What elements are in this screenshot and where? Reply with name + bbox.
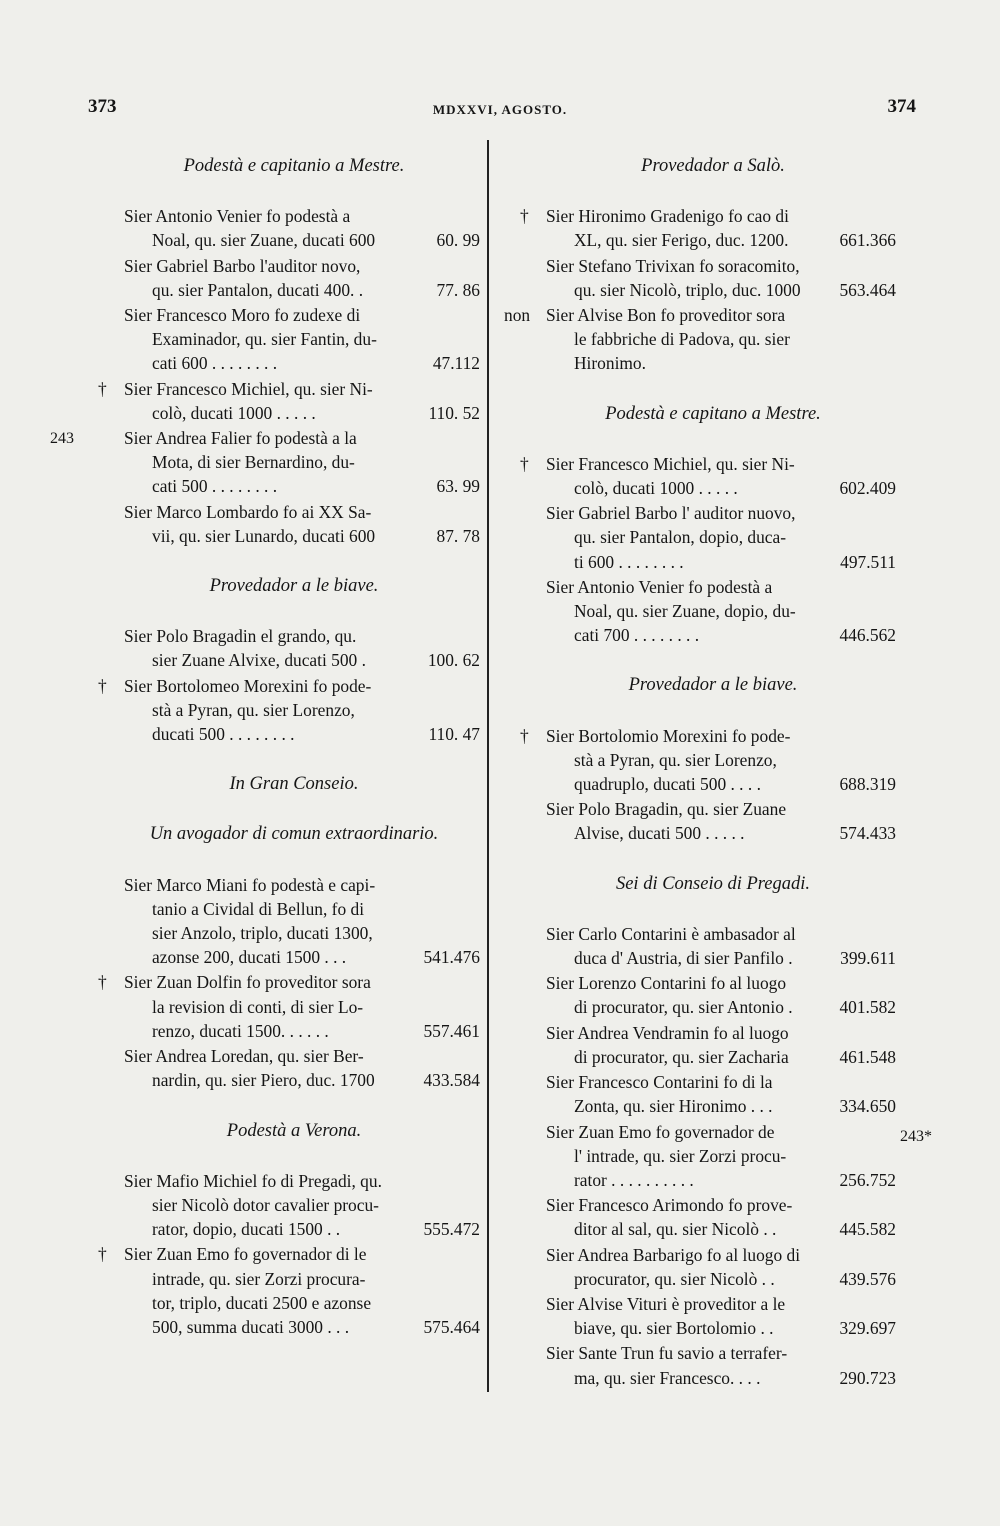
election-entry <box>530 971 896 1019</box>
election-entry <box>530 501 896 574</box>
election-entry <box>530 1341 896 1389</box>
cross-mark: † <box>98 1244 107 1265</box>
section-heading: In Gran Conseio. <box>229 774 359 795</box>
vote-count: 256.752 <box>839 1169 896 1190</box>
entry-text-line: stà a Pyran, qu. sier Lorenzo, <box>152 699 355 720</box>
entry-text-line: vii, qu. sier Lunardo, ducati 600 <box>152 525 376 546</box>
election-entry <box>98 970 480 1043</box>
vote-count: 399.611 <box>840 948 896 969</box>
entry-text-line: Sier Marco Miani fo podestà e capi- <box>124 874 376 895</box>
right-column <box>504 150 896 1391</box>
election-entry <box>108 1044 480 1092</box>
vote-count: 563.464 <box>839 279 896 300</box>
vote-count: 433.584 <box>423 1070 480 1091</box>
running-title: MDXXVI, AGOSTO. <box>432 102 568 117</box>
election-entry <box>98 674 480 747</box>
vote-count: 77. 86 <box>436 279 480 300</box>
election-entry <box>98 377 480 425</box>
cross-mark: † <box>520 453 529 474</box>
section-heading: Provedador a le biave. <box>209 576 379 597</box>
entry-text-line: cati 500 . . . . . . . . <box>152 476 278 497</box>
entry-text-line: 500, summa ducati 3000 . . . <box>152 1316 350 1337</box>
vote-count: 555.472 <box>423 1219 480 1240</box>
entry-text-line: sier Zuane Alvixe, ducati 500 . <box>152 650 366 671</box>
entry-text-line: nardin, qu. sier Piero, duc. 1700 <box>152 1070 375 1091</box>
cross-mark: † <box>520 206 529 227</box>
election-entry <box>520 204 896 252</box>
vote-count: 87. 78 <box>436 525 480 546</box>
cross-mark: † <box>98 972 107 993</box>
entry-text-line: ti 600 . . . . . . . . <box>574 551 684 572</box>
entry-text-line: Sier Francesco Contarini fo di la <box>546 1072 773 1093</box>
entry-text-line: Sier Bortolomio Morexini fo pode- <box>546 725 791 746</box>
entry-text-line: Sier Francesco Arimondo fo prove- <box>546 1195 793 1216</box>
section-heading: Provedador a le biave. <box>628 675 798 696</box>
election-entry <box>530 1193 896 1241</box>
entry-text-line: Hironimo. <box>574 353 646 374</box>
vote-count: 401.582 <box>839 997 896 1018</box>
election-entry <box>530 1243 896 1291</box>
election-entry <box>530 1120 896 1193</box>
vote-count: 334.650 <box>839 1096 896 1117</box>
entry-text-line: qu. sier Pantalon, ducati 400. . <box>152 279 364 300</box>
entry-text-line: Sier Zuan Dolfin fo proveditor sora <box>124 972 371 993</box>
entry-text-line: Sier Alvise Vituri è proveditor a le <box>546 1293 786 1314</box>
election-entry <box>520 724 896 797</box>
entry-text-line: Sier Andrea Vendramin fo al luogo <box>546 1022 789 1043</box>
entry-text-line: Sier Marco Lombardo fo ai XX Sa- <box>124 501 372 522</box>
election-entry <box>530 797 896 845</box>
election-entry <box>530 1070 896 1118</box>
vote-count: 329.697 <box>839 1318 896 1339</box>
entry-text-line: Noal, qu. sier Zuane, ducati 600 <box>152 230 376 251</box>
vote-count: 100. 62 <box>427 650 480 671</box>
vote-count: 110. 47 <box>428 724 480 745</box>
election-entry <box>108 624 480 672</box>
entry-text-line: le fabbriche di Padova, qu. sier <box>574 329 790 350</box>
election-entry <box>108 500 480 548</box>
election-entry <box>530 575 896 648</box>
vote-count: 574.433 <box>839 823 896 844</box>
vote-count: 63. 99 <box>436 476 480 497</box>
left-column <box>98 150 480 1340</box>
entry-text-line: Examinador, qu. sier Fantin, du- <box>152 329 377 350</box>
entry-text-line: cati 600 . . . . . . . . <box>152 353 278 374</box>
vote-count: 446.562 <box>839 625 896 646</box>
entry-text-line: Sier Alvise Bon fo proveditor sora <box>546 305 786 326</box>
vote-count: 497.511 <box>840 551 896 572</box>
entry-text-line: renzo, ducati 1500. . . . . . <box>152 1020 329 1041</box>
entry-text-line: Sier Francesco Michiel, qu. sier Ni- <box>124 378 373 399</box>
entry-text-line: XL, qu. sier Ferigo, duc. 1200. <box>574 230 789 251</box>
entry-text-line: colò, ducati 1000 . . . . . <box>152 402 316 423</box>
entry-text-line: Sier Gabriel Barbo l' auditor nuovo, <box>546 503 796 524</box>
election-entry <box>530 1021 896 1069</box>
entry-text-line: Alvise, ducati 500 . . . . . <box>574 823 745 844</box>
vote-count: 461.548 <box>839 1046 896 1067</box>
entry-text-line: Sier Lorenzo Contarini fo al luogo <box>546 973 787 994</box>
entry-text-line: intrade, qu. sier Zorzi procura- <box>152 1268 366 1289</box>
entry-text-line: qu. sier Pantalon, dopio, duca- <box>574 527 787 548</box>
election-entry <box>108 254 480 302</box>
entry-text-line: ducati 500 . . . . . . . . <box>152 724 295 745</box>
vote-count: 290.723 <box>839 1367 896 1388</box>
entry-text-line: colò, ducati 1000 . . . . . <box>574 478 738 499</box>
election-entry <box>108 1169 480 1242</box>
entry-text-line: di procurator, qu. sier Antonio . <box>574 997 793 1018</box>
section-heading: Podestà e capitano a Mestre. <box>605 403 821 424</box>
entry-text-line: Sier Hironimo Gradenigo fo cao di <box>546 206 789 227</box>
entry-text-line: Sier Antonio Venier fo podestà a <box>124 206 351 227</box>
election-entry <box>108 873 480 970</box>
entry-text-line: tor, triplo, ducati 2500 e azonse <box>152 1292 372 1313</box>
vote-count: 110. 52 <box>428 402 480 423</box>
election-entry <box>108 303 480 376</box>
margin-note-right: 243* <box>900 1128 932 1145</box>
entry-text-line: Sier Carlo Contarini è ambasador al <box>546 923 796 944</box>
cross-mark: † <box>98 675 107 696</box>
vote-count: 575.464 <box>423 1316 480 1337</box>
vote-count: 557.461 <box>423 1020 480 1041</box>
entry-text-line: Sier Mafio Michiel fo di Pregadi, qu. <box>124 1170 382 1191</box>
entry-text-line: sier Anzolo, triplo, ducati 1300, <box>152 923 373 944</box>
election-entry <box>530 1292 896 1340</box>
entry-text-line: di procurator, qu. sier Zacharia <box>574 1046 789 1067</box>
page-number-left: 373 <box>88 96 117 117</box>
vote-count: 541.476 <box>423 947 480 968</box>
entry-text-line: Sier Andrea Barbarigo fo al luogo di <box>546 1244 801 1265</box>
entry-text-line: quadruplo, ducati 500 . . . . <box>574 774 761 795</box>
entry-text-line: qu. sier Nicolò, triplo, duc. 1000 <box>574 279 801 300</box>
entry-text-line: biave, qu. sier Bortolomio . . <box>574 1318 774 1339</box>
election-entry <box>108 426 480 499</box>
section-heading: Podestà e capitanio a Mestre. <box>183 156 405 176</box>
entry-text-line: Mota, di sier Bernardino, du- <box>152 452 355 473</box>
entry-text-line: Sier Andrea Loredan, qu. sier Ber- <box>124 1046 364 1067</box>
entry-text-line: Sier Francesco Moro fo zudexe di <box>124 305 361 326</box>
entry-text-line: duca d' Austria, di sier Panfilo . <box>574 948 793 969</box>
page-number-right: 374 <box>887 96 916 117</box>
entry-text-line: ditor al sal, qu. sier Nicolò . . <box>574 1219 777 1240</box>
entry-text-line: Sier Zuan Emo fo governador di le <box>124 1244 367 1265</box>
non-mark: non <box>504 305 531 326</box>
section-heading: Podestà a Verona. <box>226 1120 362 1141</box>
vote-count: 661.366 <box>839 230 896 251</box>
vote-count: 445.582 <box>839 1219 896 1240</box>
entry-text-line: cati 700 . . . . . . . . <box>574 625 700 646</box>
entry-text-line: Sier Francesco Michiel, qu. sier Ni- <box>546 453 795 474</box>
entry-text-line: rator . . . . . . . . . . <box>574 1169 694 1190</box>
entry-text-line: ma, qu. sier Francesco. . . . <box>574 1367 761 1388</box>
election-entry <box>108 204 480 252</box>
section-heading: Un avogador di comun extraordinario. <box>149 824 439 845</box>
entry-text-line: stà a Pyran, qu. sier Lorenzo, <box>574 749 777 770</box>
column-divider <box>487 140 489 1392</box>
entry-text-line: azonse 200, ducati 1500 . . . <box>152 947 347 968</box>
section-heading: Sei di Conseio di Pregadi. <box>615 873 811 894</box>
entry-text-line: l' intrade, qu. sier Zorzi procu- <box>574 1145 787 1166</box>
section-heading: Provedador a Salò. <box>641 156 785 176</box>
election-entry <box>98 1242 480 1339</box>
entry-text-line: Sier Bortolomeo Morexini fo pode- <box>124 675 372 696</box>
entry-text-line: la revision di conti, di sier Lo- <box>152 996 364 1017</box>
election-entry <box>520 452 896 500</box>
entry-text-line: Sier Andrea Falier fo podestà a la <box>124 428 357 449</box>
election-entry <box>530 254 896 302</box>
vote-count: 60. 99 <box>436 230 480 251</box>
vote-count: 602.409 <box>839 478 896 499</box>
entry-text-line: Sier Stefano Trivixan fo soracomito, <box>546 255 800 276</box>
entry-text-line: Sier Zuan Emo fo governador de <box>546 1121 775 1142</box>
election-entry <box>530 922 896 970</box>
entry-text-line: Sier Sante Trun fu savio a terrafer- <box>546 1343 788 1364</box>
entry-text-line: tanio a Cividal di Bellun, fo di <box>152 898 365 919</box>
entry-text-line: rator, dopio, ducati 1500 . . <box>152 1219 341 1240</box>
vote-count: 688.319 <box>839 774 896 795</box>
entry-text-line: Noal, qu. sier Zuane, dopio, du- <box>574 601 796 622</box>
entry-text-line: Sier Gabriel Barbo l'auditor novo, <box>124 255 361 276</box>
entry-text-line: Sier Antonio Venier fo podestà a <box>546 576 773 597</box>
election-entry <box>504 303 896 376</box>
entry-text-line: Sier Polo Bragadin, qu. sier Zuane <box>546 799 787 820</box>
entry-text-line: Zonta, qu. sier Hironimo . . . <box>574 1096 773 1117</box>
margin-note-left: 243 <box>50 430 74 447</box>
entry-text-line: Sier Polo Bragadin el grando, qu. <box>124 626 357 647</box>
cross-mark: † <box>98 378 107 399</box>
entry-text-line: sier Nicolò dotor cavalier procu- <box>152 1194 379 1215</box>
vote-count: 47.112 <box>432 353 480 374</box>
cross-mark: † <box>520 725 529 746</box>
entry-text-line: procurator, qu. sier Nicolò . . <box>574 1268 775 1289</box>
vote-count: 439.576 <box>839 1268 896 1289</box>
